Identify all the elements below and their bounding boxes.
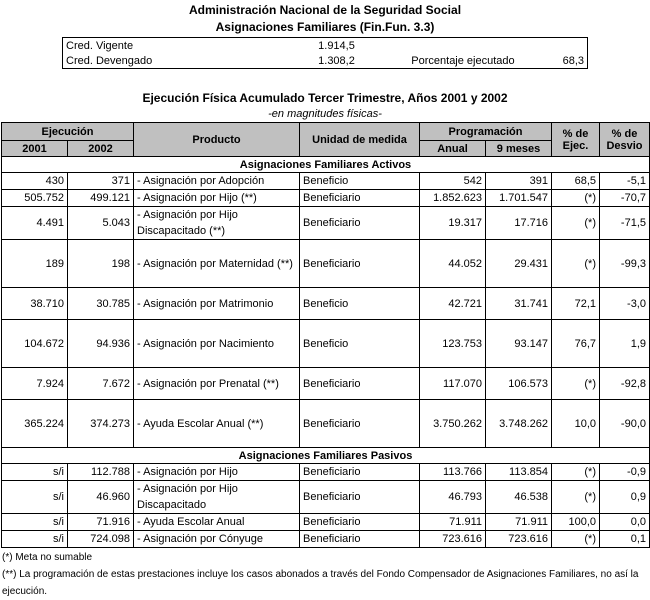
cell-2001: 505.752 <box>2 190 68 207</box>
cell-9-meses: 1.701.547 <box>486 190 552 207</box>
cell-pct-desvio: 0,0 <box>600 514 650 531</box>
footnotes <box>2 549 642 600</box>
cell-pct-desvio: 0,9 <box>600 481 650 514</box>
table-row <box>2 464 650 481</box>
cell-pct-ejec: (*) <box>552 190 600 207</box>
cell-producto: - Asignación por Matrimonio <box>134 288 300 320</box>
cell-9-meses: 106.573 <box>486 368 552 400</box>
cell-2001: s/i <box>2 531 68 548</box>
header-ejecucion: Ejecución <box>2 123 134 141</box>
cell-pct-desvio: -70,7 <box>600 190 650 207</box>
cell-anual: 42.721 <box>420 288 486 320</box>
footnote-1: (*) Meta no sumable <box>2 552 93 563</box>
cell-2001: s/i <box>2 481 68 514</box>
cell-2002: 112.788 <box>68 464 134 481</box>
cell-2002: 198 <box>68 240 134 288</box>
cell-pct-ejec: (*) <box>552 481 600 514</box>
cell-pct-ejec: (*) <box>552 464 600 481</box>
cell-2001: 365.224 <box>2 400 68 448</box>
table-row <box>2 190 650 207</box>
cell-9-meses: 71.911 <box>486 514 552 531</box>
cell-pct-desvio: -0,9 <box>600 464 650 481</box>
cell-anual: 3.750.262 <box>420 400 486 448</box>
table-row <box>2 481 650 514</box>
cell-anual: 117.070 <box>420 368 486 400</box>
cell-anual: 542 <box>420 173 486 190</box>
cell-pct-ejec: 100,0 <box>552 514 600 531</box>
cell-9-meses: 391 <box>486 173 552 190</box>
cell-unidad: Beneficiario <box>300 481 420 514</box>
cell-producto: - Asignación por Hijo Discapacitado <box>134 481 300 514</box>
cell-2001: 189 <box>2 240 68 288</box>
cell-2001: 38.710 <box>2 288 68 320</box>
cell-anual: 71.911 <box>420 514 486 531</box>
cell-unidad: Beneficiario <box>300 400 420 448</box>
cell-producto: - Asignación por Prenatal (**) <box>134 368 300 400</box>
cell-unidad: Beneficiario <box>300 207 420 240</box>
cell-unidad: Beneficio <box>300 173 420 190</box>
section-row <box>2 448 650 464</box>
cell-pct-ejec: 10,0 <box>552 400 600 448</box>
cell-producto: - Ayuda Escolar Anual <box>134 514 300 531</box>
report-subtitle: Asignaciones Familiares (Fin.Fun. 3.3) <box>215 20 435 34</box>
header-9-meses: 9 meses <box>486 141 552 157</box>
cell-2002: 499.121 <box>68 190 134 207</box>
cell-2001: 430 <box>2 173 68 190</box>
header-row-1 <box>2 123 650 141</box>
cell-2002: 71.916 <box>68 514 134 531</box>
credit-row-devengado <box>63 53 588 69</box>
header-2002: 2002 <box>68 141 134 157</box>
cell-producto: - Asignación por Cónyuge <box>134 531 300 548</box>
cell-producto: - Asignación por Nacimiento <box>134 320 300 368</box>
report-title: Administración Nacional de la Seguridad Social <box>188 3 462 17</box>
cell-2002: 371 <box>68 173 134 190</box>
cell-2001: 7.924 <box>2 368 68 400</box>
cell-2001: s/i <box>2 464 68 481</box>
section-row <box>2 157 650 173</box>
header-producto: Producto <box>134 123 300 157</box>
cell-unidad: Beneficiario <box>300 368 420 400</box>
cell-9-meses: 46.538 <box>486 481 552 514</box>
table-row <box>2 288 650 320</box>
table-row <box>2 514 650 531</box>
cell-9-meses: 17.716 <box>486 207 552 240</box>
porcentaje-label: Porcentaje ejecutado <box>411 54 515 67</box>
section-title: Asignaciones Familiares Pasivos <box>2 448 650 464</box>
execution-table <box>1 122 650 548</box>
cell-9-meses: 31.741 <box>486 288 552 320</box>
cell-anual: 113.766 <box>420 464 486 481</box>
cell-2001: s/i <box>2 514 68 531</box>
cell-unidad: Beneficiario <box>300 464 420 481</box>
cell-2002: 5.043 <box>68 207 134 240</box>
cred-devengado-label: Cred. Devengado <box>66 54 153 67</box>
cell-producto: - Asignación por Maternidad (**) <box>134 240 300 288</box>
cell-pct-desvio: -90,0 <box>600 400 650 448</box>
cell-pct-desvio: -5,1 <box>600 173 650 190</box>
cell-anual: 1.852.623 <box>420 190 486 207</box>
cell-producto: - Asignación por Hijo (**) <box>134 190 300 207</box>
cell-anual: 123.753 <box>420 320 486 368</box>
header-2001: 2001 <box>2 141 68 157</box>
cell-9-meses: 3.748.262 <box>486 400 552 448</box>
footnote-2: (**) La programación de estas prestaciones incluye los casos abonados a través del Fondo Compensador de Asignaciones Familiares, no así la ejecución. <box>2 569 639 597</box>
cell-9-meses: 113.854 <box>486 464 552 481</box>
porcentaje-value: 68,3 <box>562 54 584 67</box>
header-pct-desvio: % de Desvio <box>600 123 650 157</box>
cell-anual: 723.616 <box>420 531 486 548</box>
cell-2002: 46.960 <box>68 481 134 514</box>
cell-9-meses: 93.147 <box>486 320 552 368</box>
cell-unidad: Beneficiario <box>300 240 420 288</box>
cred-vigente-value: 1.914,5 <box>318 39 355 52</box>
cred-vigente-label: Cred. Vigente <box>66 39 134 52</box>
table-row <box>2 240 650 288</box>
cell-2002: 94.936 <box>68 320 134 368</box>
cell-unidad: Beneficio <box>300 320 420 368</box>
cell-unidad: Beneficiario <box>300 514 420 531</box>
cell-pct-desvio: -92,8 <box>600 368 650 400</box>
cell-9-meses: 723.616 <box>486 531 552 548</box>
cell-anual: 46.793 <box>420 481 486 514</box>
cell-2002: 30.785 <box>68 288 134 320</box>
cell-producto: - Asignación por Hijo <box>134 464 300 481</box>
table-title: Ejecución Física Acumulado Tercer Trimestre, Años 2001 y 2002 <box>142 91 508 105</box>
table-subtitle: -en magnitudes físicas- <box>268 108 382 120</box>
cell-anual: 19.317 <box>420 207 486 240</box>
cell-2002: 7.672 <box>68 368 134 400</box>
cell-unidad: Beneficio <box>300 288 420 320</box>
credit-row-vigente <box>63 38 588 54</box>
cell-2002: 374.273 <box>68 400 134 448</box>
header-unidad: Unidad de medida <box>300 123 420 157</box>
cell-pct-desvio: -99,3 <box>600 240 650 288</box>
cell-producto: - Asignación por Hijo Discapacitado (**) <box>134 207 300 240</box>
cell-2002: 724.098 <box>68 531 134 548</box>
cell-unidad: Beneficiario <box>300 190 420 207</box>
table-row <box>2 531 650 548</box>
cell-pct-ejec: (*) <box>552 531 600 548</box>
section-title: Asignaciones Familiares Activos <box>2 157 650 173</box>
table-row <box>2 368 650 400</box>
cell-2001: 104.672 <box>2 320 68 368</box>
table-row <box>2 207 650 240</box>
cell-pct-ejec: 68,5 <box>552 173 600 190</box>
cell-pct-ejec: (*) <box>552 368 600 400</box>
table-row <box>2 400 650 448</box>
table-row <box>2 320 650 368</box>
cell-producto: - Asignación por Adopción <box>134 173 300 190</box>
cell-pct-desvio: 0,1 <box>600 531 650 548</box>
cell-pct-ejec: 76,7 <box>552 320 600 368</box>
credit-summary-table <box>62 37 588 69</box>
cell-pct-ejec: (*) <box>552 207 600 240</box>
header-pct-ejec: % de Ejec. <box>552 123 600 157</box>
cell-pct-ejec: (*) <box>552 240 600 288</box>
table-row <box>2 173 650 190</box>
cell-unidad: Beneficiario <box>300 531 420 548</box>
header-anual: Anual <box>420 141 486 157</box>
cell-anual: 44.052 <box>420 240 486 288</box>
cell-9-meses: 29.431 <box>486 240 552 288</box>
cell-2001: 4.491 <box>2 207 68 240</box>
cred-devengado-value: 1.308,2 <box>318 54 355 67</box>
cell-producto: - Ayuda Escolar Anual (**) <box>134 400 300 448</box>
cell-pct-desvio: -3,0 <box>600 288 650 320</box>
header-programacion: Programación <box>420 123 552 141</box>
cell-pct-desvio: -71,5 <box>600 207 650 240</box>
cell-pct-desvio: 1,9 <box>600 320 650 368</box>
cell-pct-ejec: 72,1 <box>552 288 600 320</box>
